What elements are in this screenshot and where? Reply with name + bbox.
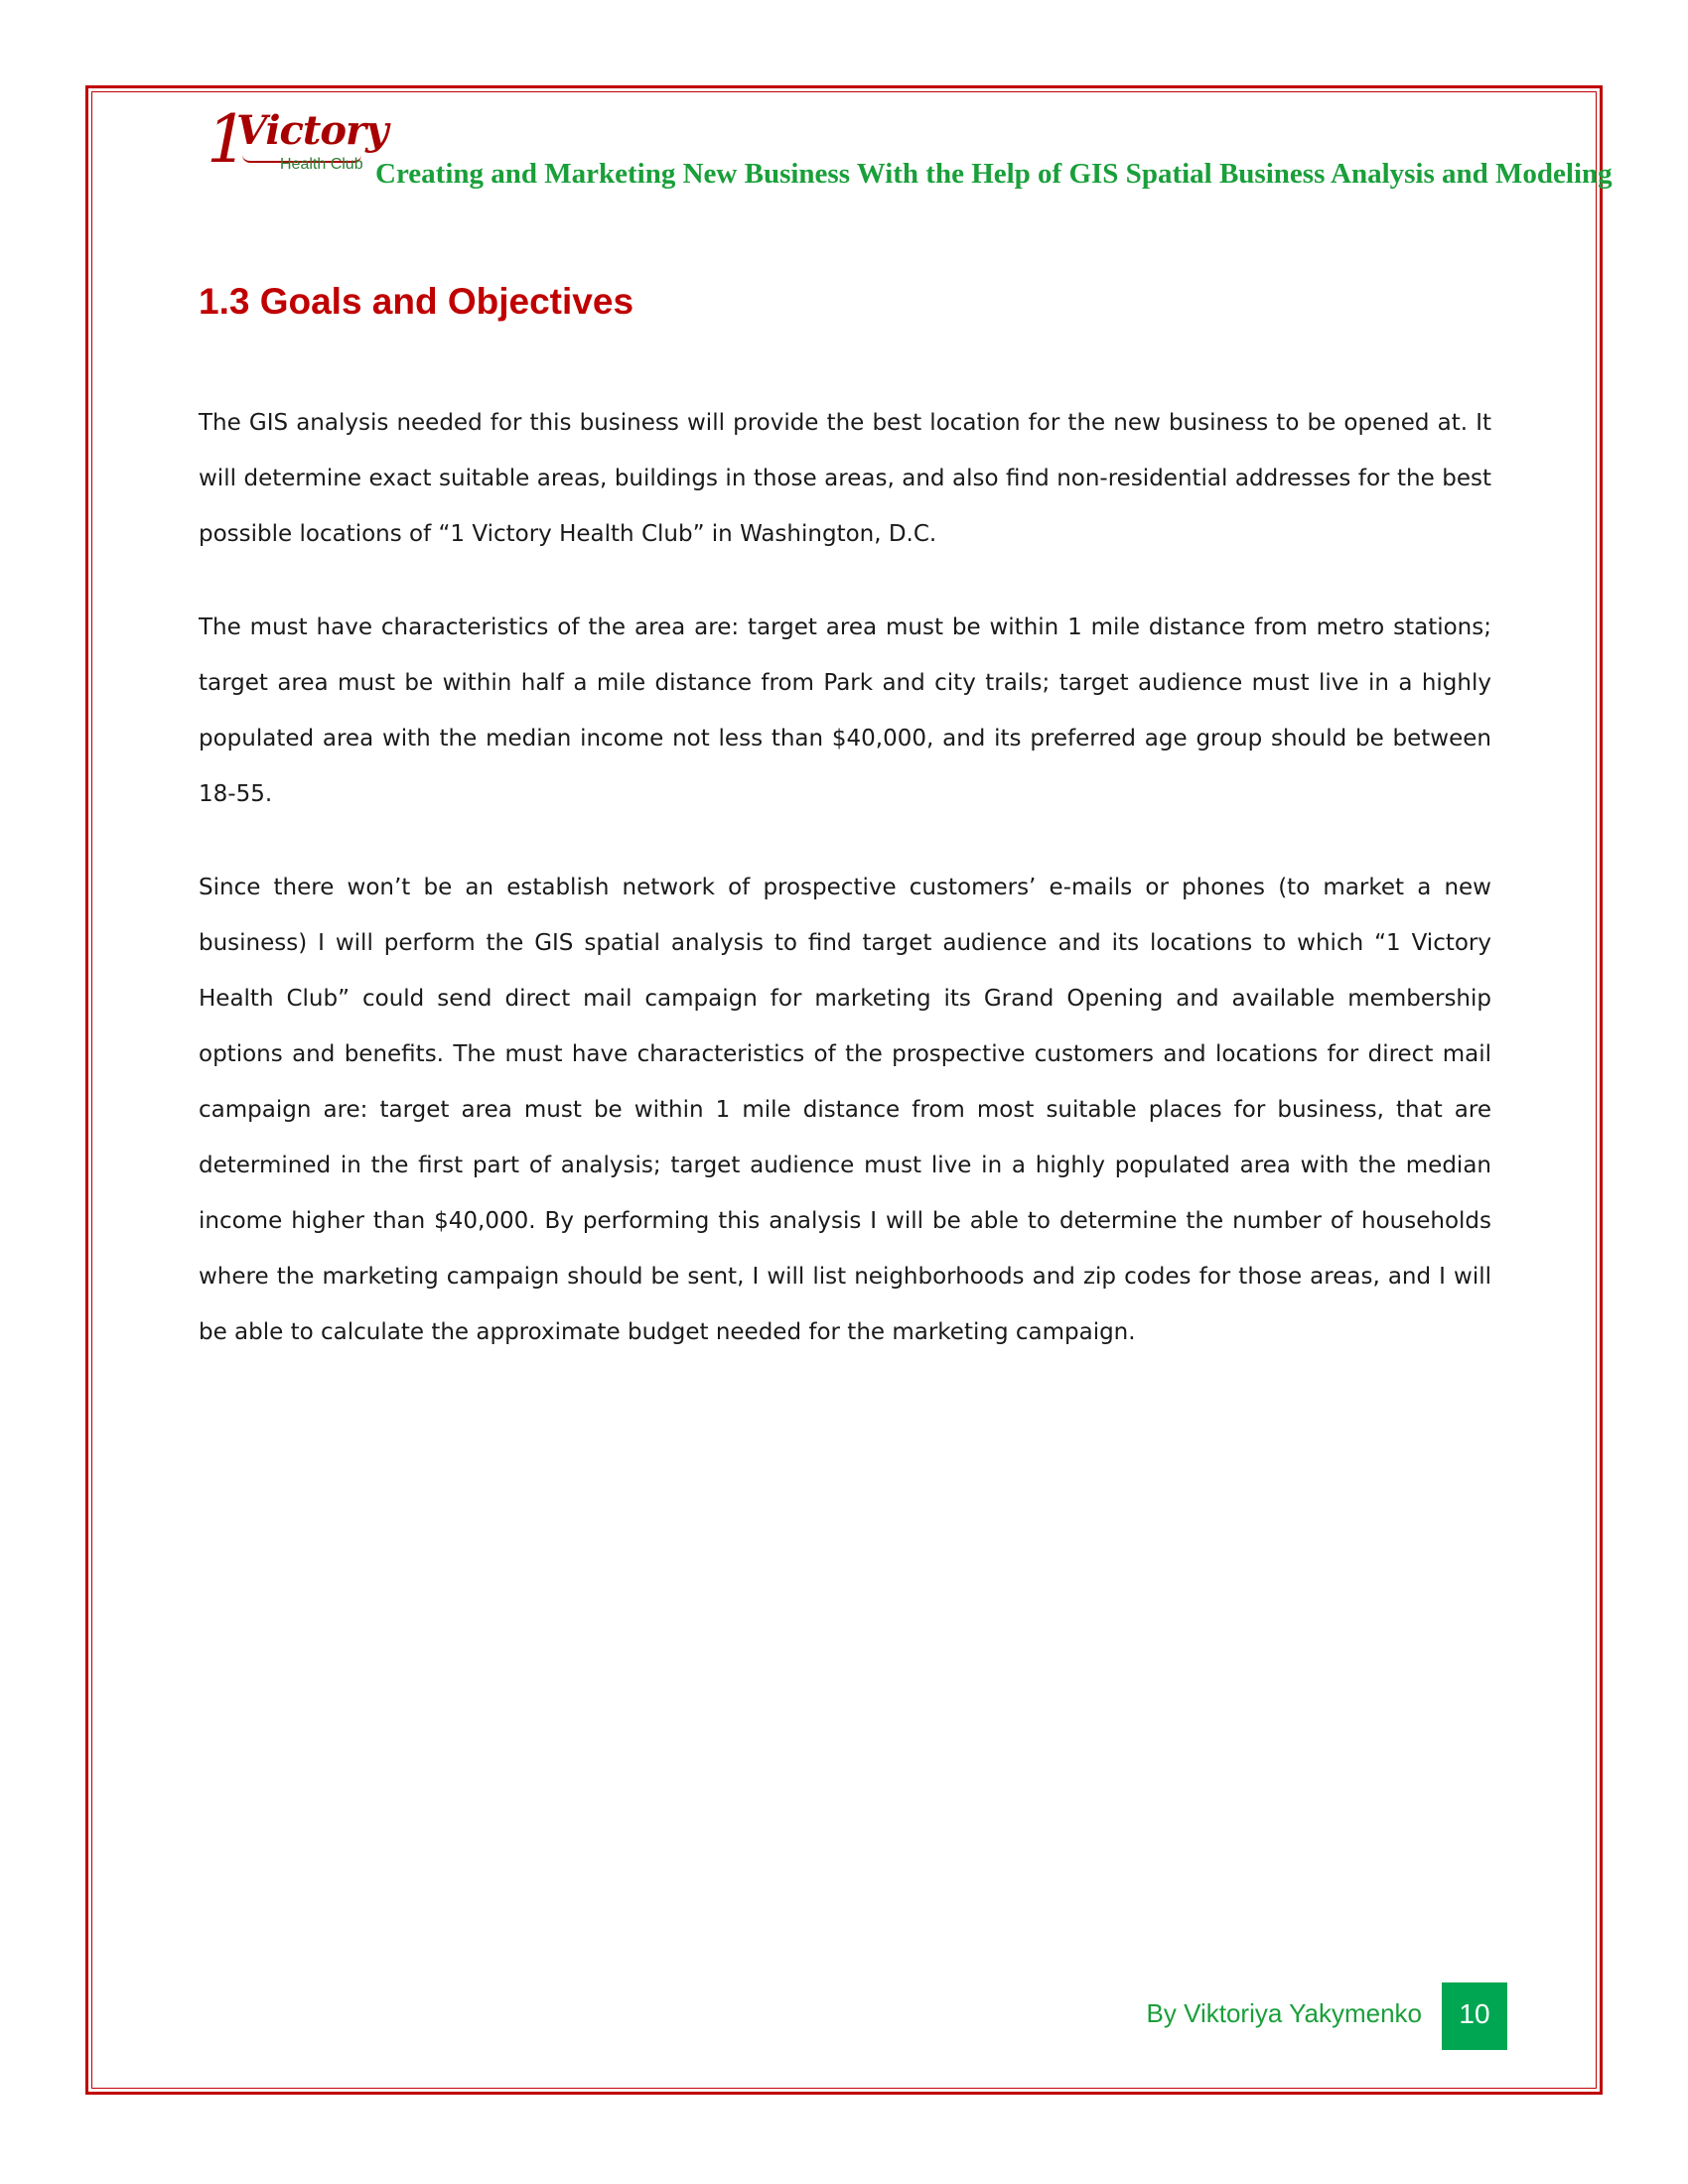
page-number-badge: 10 — [1442, 1982, 1507, 2050]
section-body — [199, 395, 1491, 1398]
victory-health-club-logo — [207, 101, 388, 181]
running-header-title: Creating and Marketing New Business With the Help of GIS Spatial Business Analysis and Modeling — [375, 158, 1613, 190]
logo-word: Victory — [236, 107, 388, 154]
body-paragraph: Since there won’t be an establish network of prospective customers’ e-mails or phones (to market a new business) I will perform the GIS spatial analysis to find target audience and its locations to which “1 Victory Health Club” could send direct mail campaign for marketing its Grand Opening and available membership options and benefits. The must have characteristics of the prospective customers and locations for direct mail campaign are: target area must be within 1 mile distance from most suitable places for business, that are determined in the first part of analysis; target audience must live in a highly populated area with the median income higher than $40,000. By performing this analysis I will be able to determine the number of households where the marketing campaign should be sent, I will list neighborhoods and zip codes for those areas, and I will be able to calculate the approximate budget needed for the marketing campaign. — [199, 875, 1491, 1345]
logo-subtitle: Health Club — [280, 156, 363, 173]
logo-numeral: 1 — [207, 101, 248, 178]
footer-author: By Viktoriya Yakymenko — [1146, 1998, 1422, 2028]
body-paragraph: The must have characteristics of the area are: target area must be within 1 mile distance from metro stations; target area must be within half a mile distance from Park and city trails; target audience must live in a highly populated area with the median income not less than $40,000, and its preferred age group should be between 18-55. — [199, 614, 1491, 807]
section-heading: 1.3 Goals and Objectives — [199, 281, 634, 322]
body-paragraph: The GIS analysis needed for this business will provide the best location for the new business to be opened at. It will determine exact suitable areas, buildings in those areas, and also find non-residential addresses for the best possible locations of “1 Victory Health Club” in Washington, D.C. — [199, 410, 1491, 547]
